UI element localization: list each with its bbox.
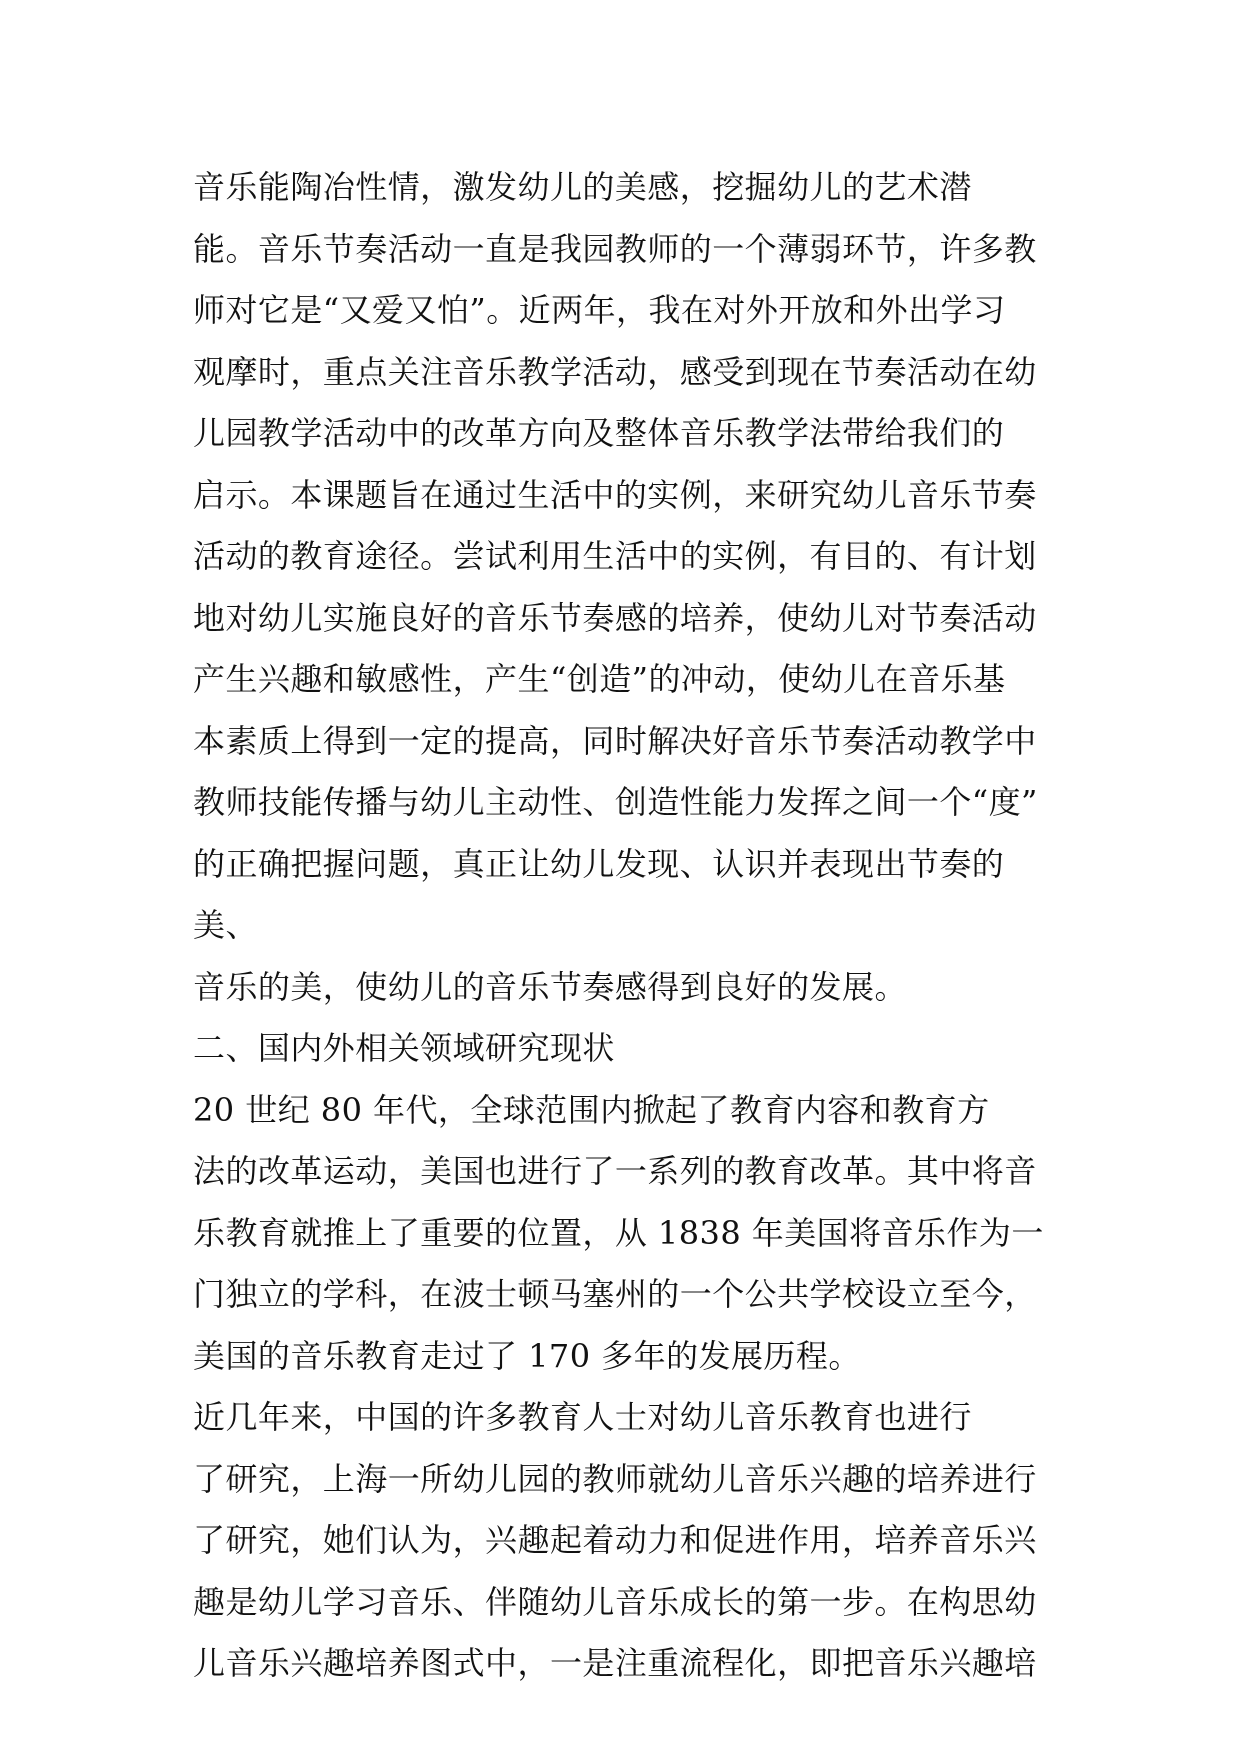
text-line: 活动的教育途径。尝试利用生活中的实例，有目的、有计划 <box>193 537 1037 575</box>
text-line: 门独立的学科，在波士顿马塞州的一个公共学校设立至今， <box>193 1275 1037 1313</box>
text-line: 法的改革运动，美国也进行了一系列的教育改革。其中将音 <box>193 1152 1037 1190</box>
text-line: 观摩时，重点关注音乐教学活动，感受到现在节奏活动在幼 <box>193 352 1037 391</box>
text-line: 教师技能传播与幼儿主动性、创造性能力发挥之间一个“度” <box>193 783 1038 821</box>
text-line: 音乐能陶冶性情，激发幼儿的美感，挖掘幼儿的艺术潜 <box>193 168 972 206</box>
text-line: 美国的音乐教育走过了 170 多年的发展历程。 <box>193 1336 861 1375</box>
text-line: 乐教育就推上了重要的位置，从 1838 年美国将音乐作为一 <box>193 1213 1044 1252</box>
text-line: 近几年来，中国的许多教育人士对幼儿音乐教育也进行 <box>193 1398 972 1436</box>
text-line: 儿园教学活动中的改革方向及整体音乐教学法带给我们的 <box>193 414 1005 452</box>
text-line: 产生兴趣和敏感性，产生“创造”的冲动，使幼儿在音乐基 <box>193 660 1006 698</box>
text-line: 儿音乐兴趣培养图式中，一是注重流程化，即把音乐兴趣培 <box>193 1644 1037 1682</box>
text-line: 师对它是“又爱又怕”。近两年，我在对外开放和外出学习 <box>193 291 1006 329</box>
text-line: 地对幼儿实施良好的音乐节奏感的培养，使幼儿对节奏活动 <box>193 598 1037 637</box>
text-line: 了研究，上海一所幼儿园的教师就幼儿音乐兴趣的培养进行 <box>193 1459 1037 1498</box>
text-line: 本素质上得到一定的提高，同时解决好音乐节奏活动教学中 <box>193 721 1037 760</box>
text-line: 能。音乐节奏活动一直是我园教师的一个薄弱环节，许多教 <box>193 229 1037 268</box>
section-heading: 二、国内外相关领域研究现状 <box>193 1029 615 1067</box>
text-line: 趣是幼儿学习音乐、伴随幼儿音乐成长的第一步。在构思幼 <box>193 1582 1037 1621</box>
text-line: 启示。本课题旨在通过生活中的实例，来研究幼儿音乐节奏 <box>193 475 1037 514</box>
text-line: 了研究，她们认为，兴趣起着动力和促进作用，培养音乐兴 <box>193 1521 1037 1559</box>
document-body <box>193 157 1053 1695</box>
text-line: 的正确把握问题，真正让幼儿发现、认识并表现出节奏的美、 <box>193 844 1005 944</box>
text-line: 20 世纪 80 年代，全球范围内掀起了教育内容和教育方 <box>193 1090 990 1129</box>
text-line: 音乐的美，使幼儿的音乐节奏感得到良好的发展。 <box>193 967 907 1006</box>
